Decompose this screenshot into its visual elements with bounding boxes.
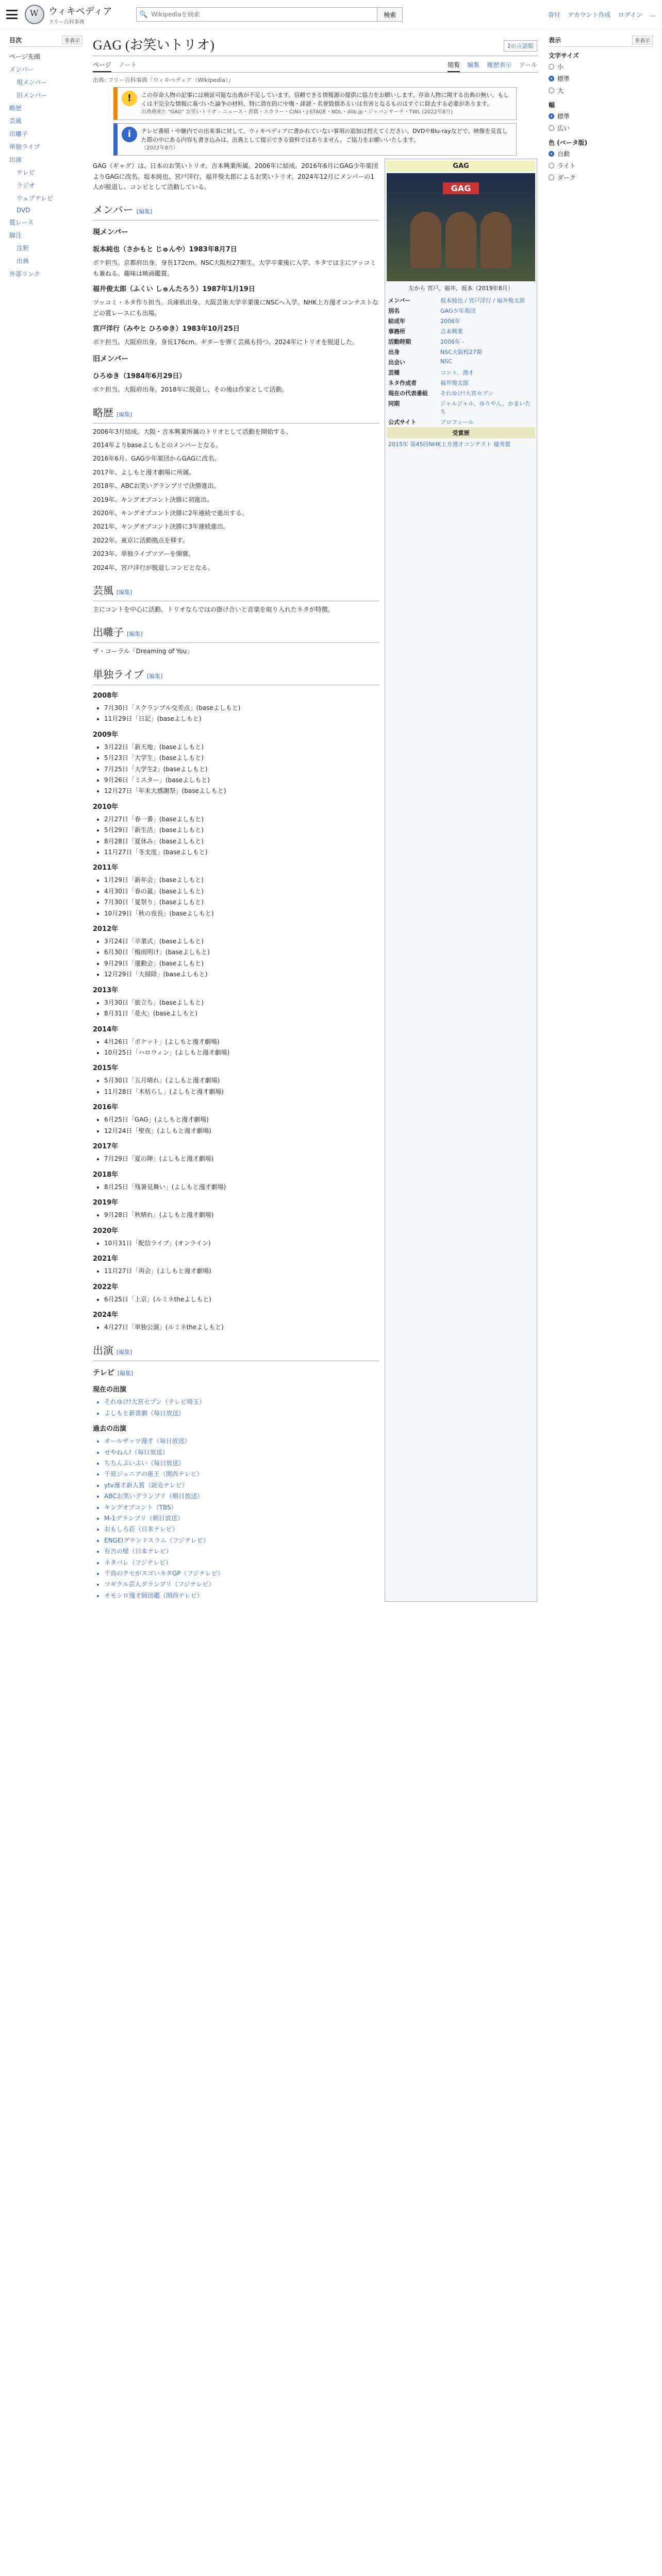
- section-tv: テレビ [編集]: [93, 1368, 134, 1377]
- tv-item[interactable]: • M-1グランプリ（朝日放送）: [104, 1513, 379, 1523]
- personal-tools: [548, 10, 656, 19]
- tab[interactable]: 履歴表示: [487, 61, 512, 69]
- live-year: 2011年: [93, 864, 119, 872]
- live-item: • 3月30日「旅立ち」(baseよしもと): [104, 997, 379, 1008]
- toc-item[interactable]: 脚注: [9, 232, 22, 239]
- live-year: 2020年: [93, 1227, 119, 1235]
- section-style: 芸風 [編集]: [93, 582, 379, 601]
- toc-item[interactable]: 出典: [16, 258, 29, 265]
- live-item: • 11月27日「冬支度」(baseよしもと): [104, 847, 379, 857]
- tv-item[interactable]: • それゆけ!大宮セブン（テレビ埼玉）: [104, 1397, 379, 1407]
- notice-text: この存命人物の記事には検証可能な出典が不足しています。信頼できる情報源の提供に協力をお願いします。存命人物に関する出典の無い、もしくは不完全な情報に基づいた論争の材料、特に潜在的に中傷・誹謗・名誉毀損あるいは有害となるものはすぐに除去する必要があります。: [141, 92, 509, 108]
- tab[interactable]: ツール: [519, 61, 537, 69]
- tv-item[interactable]: • せやねん!（毎日放送）: [104, 1447, 379, 1458]
- infobox-value[interactable]: 吉本興業: [440, 328, 463, 335]
- live-year: 2009年: [93, 731, 119, 739]
- tv-item[interactable]: • ツギクル芸人グランプリ（フジテレビ）: [104, 1579, 379, 1589]
- live-item: • 12月24日「聖夜」(よしもと漫才劇場): [104, 1126, 379, 1136]
- live-year: 2018年: [93, 1171, 119, 1179]
- language-button[interactable]: 2の言語版: [504, 40, 537, 52]
- option-label: ライト: [557, 162, 576, 170]
- radio-icon[interactable]: [549, 175, 554, 180]
- tv-past-label: 過去の出演: [93, 1425, 127, 1433]
- infobox-key: 結成年: [388, 318, 405, 325]
- search-icon: 🔍: [139, 10, 148, 19]
- infobox-value[interactable]: それゆけ!大宮セブン: [440, 390, 493, 397]
- history-paragraph: 2018年、ABCお笑いグランプリで決勝進出。: [93, 482, 220, 490]
- live-item: • 10月29日「秋の夜長」(baseよしもと): [104, 908, 379, 919]
- live-item: • 11月27日「再会」(よしもと漫才劇場): [104, 1266, 379, 1276]
- section-appearances: 出演 [編集]: [93, 1342, 379, 1361]
- member-bio: ボケ担当。京都府出身。身長172cm。NSC大阪校27期生。大学卒業後に入学。ネタでは主にツッコミも兼ねる。趣味は映画鑑賞。: [93, 259, 376, 277]
- toc-item[interactable]: 注釈: [16, 245, 29, 252]
- live-year: 2015年: [93, 1064, 119, 1073]
- live-year: 2021年: [93, 1255, 119, 1263]
- notice-small: （2022年8月）: [141, 145, 178, 151]
- live-year: 2024年: [93, 1311, 119, 1319]
- history-paragraph: 2023年、単独ライブツアーを開催。: [93, 550, 195, 558]
- infobox-value[interactable]: GAG少年楽団: [440, 308, 476, 315]
- toc-item[interactable]: メンバー: [9, 66, 34, 73]
- section-members: メンバー [編集]: [93, 201, 379, 221]
- tv-item[interactable]: • 千原ジュニアの座王（関西テレビ）: [104, 1469, 379, 1479]
- history-paragraph: 2017年、よしもと漫才劇場に所属。: [93, 468, 195, 476]
- infobox-caption: 左から 宮戸、福井、坂本（2019年8月）: [408, 285, 514, 292]
- wikipedia-globe-icon: [25, 5, 44, 24]
- option-label: ダーク: [557, 174, 576, 181]
- live-item: • 4月30日「春の嵐」(baseよしもと): [104, 886, 379, 896]
- infobox-key: 出身: [388, 349, 400, 356]
- infobox-value[interactable]: プロフィール: [440, 419, 474, 426]
- infobox-row: [387, 326, 535, 336]
- infobox-key: 公式サイト: [388, 419, 417, 426]
- live-item: • 5月30日「五月晴れ」(よしもと漫才劇場): [104, 1075, 379, 1086]
- toc-item[interactable]: 賞レース: [9, 219, 34, 226]
- live-year: 2014年: [93, 1025, 119, 1033]
- toc-item[interactable]: 外部リンク: [9, 270, 40, 278]
- live-item: • 6月25日「GAG」(よしもと漫才劇場): [104, 1114, 379, 1125]
- tv-item[interactable]: • 千鳥のクセがスゴいネタGP（フジテレビ）: [104, 1568, 379, 1579]
- live-item: • 7月30日「スクランブル交差点」(baseよしもと): [104, 703, 379, 713]
- warning-icon: !: [122, 91, 137, 106]
- notice-tv: [113, 123, 517, 156]
- infobox-value[interactable]: 福井俊太郎: [440, 380, 469, 387]
- infobox-row: [387, 367, 535, 378]
- radio-icon[interactable]: [549, 88, 554, 93]
- tab[interactable]: ページ: [93, 58, 111, 72]
- option-label: 広い: [557, 125, 570, 132]
- live-year: 2017年: [93, 1143, 119, 1151]
- section-history: 略歴 [編集]: [93, 404, 379, 423]
- live-item: • 7月29日「夏の陣」(よしもと漫才劇場): [104, 1154, 379, 1164]
- infobox-key: 芸種: [388, 369, 400, 377]
- style-text: 主にコントを中心に活動。トリオならではの掛け合いと音楽を取り入れたネタが特徴。: [93, 605, 334, 613]
- toc-title: 目次: [9, 37, 22, 44]
- article: [88, 29, 541, 1602]
- toc-item[interactable]: ラジオ: [16, 182, 36, 189]
- toc-item[interactable]: 旧メンバー: [16, 92, 47, 99]
- appearance-option[interactable]: [549, 110, 653, 122]
- live-year: 2010年: [93, 803, 119, 811]
- toc-item[interactable]: 現メンバー: [16, 79, 47, 86]
- member-name: 坂本純也（さかもと じゅんや）1983年8月7日: [93, 246, 237, 254]
- live-item: • 5月23日「大学生」(baseよしもと): [104, 753, 379, 763]
- tv-item[interactable]: • ytv漫才新人賞（読売テレビ）: [104, 1480, 379, 1490]
- tv-current-label: 現在の出演: [93, 1386, 127, 1394]
- toc-item[interactable]: 芸風: [9, 117, 22, 125]
- site-logo[interactable]: [25, 4, 123, 25]
- debayashi-text: ザ・コーラル「Dreaming of You」: [93, 648, 193, 655]
- tv-item[interactable]: • キングオブコント（TBS）: [104, 1502, 379, 1513]
- tv-item[interactable]: • オモシロ漫才師図鑑（関西テレビ）: [104, 1590, 379, 1601]
- radio-icon[interactable]: [549, 76, 554, 81]
- infobox-photo[interactable]: [387, 173, 535, 281]
- toc-item[interactable]: 略歴: [9, 105, 22, 112]
- member-bio: ボケ担当。大阪府出身。2018年に脱退し、その後は作家として活動。: [93, 386, 288, 394]
- live-item: • 10月31日「配信ライブ」(オンライン): [104, 1238, 379, 1248]
- infobox-row: [387, 357, 535, 367]
- history-paragraph: 2022年、東京に活動拠点を移す。: [93, 536, 189, 544]
- appearance-option[interactable]: [549, 84, 653, 96]
- section-live: 単独ライブ [編集]: [93, 666, 379, 685]
- appearance-option[interactable]: [549, 148, 653, 160]
- toc-sidebar: [0, 29, 88, 1602]
- infobox-key: 活動時期: [388, 338, 411, 346]
- infobox-table: [387, 295, 535, 427]
- infobox-value[interactable]: ジャルジャル、ゆりやん、かまいたち: [440, 400, 531, 416]
- live-item: • 8月25日「残暑見舞い」(よしもと漫才劇場): [104, 1182, 379, 1192]
- tv-item[interactable]: • ENGEIグランドスラム（フジテレビ）: [104, 1535, 379, 1546]
- infobox-value[interactable]: NSC大阪校27期: [440, 349, 482, 356]
- live-item: • 5月29日「新生活」(baseよしもと): [104, 825, 379, 835]
- toc-item[interactable]: テレビ: [16, 169, 35, 176]
- tv-item[interactable]: • ちちんぷいぷい（毎日放送）: [104, 1458, 379, 1468]
- infobox-value[interactable]: 2006年 -: [440, 338, 465, 346]
- info-icon: i: [122, 127, 137, 142]
- member-bio: ツッコミ・ネタ作り担当。兵庫県出身。大阪芸術大学卒業後にNSCへ入学。NHK上方漫才コンテストなどの賞レースにも出場。: [93, 299, 379, 317]
- option-label: 標準: [557, 113, 570, 120]
- photo-sign: GAG: [443, 182, 479, 194]
- search-input[interactable]: [136, 7, 377, 22]
- infobox-row: [387, 295, 535, 306]
- live-item: • 8月31日「花火」(baseよしもと): [104, 1008, 379, 1019]
- infobox-row: [387, 388, 535, 398]
- history-paragraph: 2014年よりbaseよしもとのメンバーとなる。: [93, 442, 222, 449]
- infobox-key: 事務所: [388, 328, 405, 335]
- top-link[interactable]: 寄付: [548, 11, 560, 19]
- infobox-row: [387, 316, 535, 326]
- infobox-award[interactable]: 2015年 第45回NHK上方漫才コンテスト 優秀賞: [388, 441, 511, 448]
- text-size-label: 文字サイズ: [549, 52, 580, 59]
- infobox-key: 同期: [388, 400, 400, 408]
- infobox-key: 出会い: [388, 359, 405, 366]
- live-item: • 8月28日「夏休み」(baseよしもと): [104, 836, 379, 846]
- live-item: • 4月26日「ポケット」(よしもと漫才劇場): [104, 1037, 379, 1047]
- live-item: • 3月24日「卒業式」(baseよしもと): [104, 936, 379, 946]
- radio-icon[interactable]: [549, 113, 554, 119]
- infobox-value[interactable]: NSC: [440, 358, 452, 365]
- live-item: • 9月26日「ミスター」(baseよしもと): [104, 775, 379, 785]
- appearance-hide-button[interactable]: 非表示: [632, 36, 653, 44]
- toc-item[interactable]: ウェブテレビ: [16, 195, 54, 202]
- notice-text: テレビ番組・中継内での出来事に対して、ウィキペディアに書かれていない事項の追加は控えてください。DVDやBlu-rayなどで、映像を見直した際の中にある内容も書き込みは、出典として提示できる資料ではありません。ご協力をお願いいたします。: [141, 127, 508, 143]
- article-body: [93, 159, 379, 1602]
- toc-item[interactable]: 単独ライブ: [9, 143, 40, 150]
- infobox-award-header: 受賞歴: [387, 427, 535, 438]
- live-item: • 10月25日「ハロウィン」(よしもと漫才劇場): [104, 1047, 379, 1058]
- top-link[interactable]: アカウント作成: [567, 11, 611, 19]
- appearance-panel: [541, 29, 657, 1602]
- site-sub: 出典: フリー百科事典『ウィキペディア（Wikipedia）』: [93, 77, 234, 83]
- toc-item[interactable]: ページ先頭: [9, 53, 40, 60]
- toc-item[interactable]: 出囃子: [9, 130, 28, 138]
- page-title: GAG (お笑いトリオ): [93, 38, 214, 53]
- tv-item[interactable]: • ABCお笑いグランプリ（朝日放送）: [104, 1491, 379, 1501]
- appearance-option[interactable]: [549, 172, 653, 183]
- live-item: • 2月27日「春一番」(baseよしもと): [104, 814, 379, 824]
- history-paragraph: 2021年、キングオブコント決勝に3年連続進出。: [93, 523, 229, 531]
- top-link[interactable]: …: [650, 11, 656, 18]
- infobox-row: [387, 306, 535, 316]
- header: [0, 0, 662, 29]
- live-year: 2016年: [93, 1104, 119, 1112]
- tv-item[interactable]: • よしもと新喜劇（毎日放送）: [104, 1408, 379, 1418]
- member-name: ひろゆき（1984年6月29日）: [93, 372, 186, 381]
- toc-item[interactable]: DVD: [16, 207, 30, 214]
- radio-icon[interactable]: [549, 151, 554, 157]
- top-link[interactable]: ログイン: [618, 11, 642, 19]
- infobox-row: [387, 347, 535, 357]
- radio-icon[interactable]: [549, 64, 554, 70]
- live-item: • 11月28日「木枯らし」(よしもと漫才劇場): [104, 1087, 379, 1097]
- live-item: • 6月25日「上京」(ルミネtheよしもと): [104, 1294, 379, 1304]
- infobox-value[interactable]: 坂本純也 / 宮戸洋行 / 福井俊太郎: [440, 297, 525, 304]
- history-paragraph: 2020年、キングオブコント決勝に2年連続で進出する。: [93, 510, 248, 517]
- width-label: 幅: [549, 101, 555, 109]
- history-paragraph: 2006年3月結成。大阪・吉本興業所属のトリオとして活動を開始する。: [93, 428, 292, 435]
- appearance-option[interactable]: [549, 160, 653, 172]
- live-item: • 12月27日「年末大感謝祭」(baseよしもと): [104, 786, 379, 796]
- live-item: • 3月22日「新天地」(baseよしもと): [104, 742, 379, 752]
- live-item: • 11月29日「日記」(baseよしもと): [104, 714, 379, 724]
- member-bio: ボケ担当。大阪府出身。身長176cm。ギターを弾く芸風も持つ。2024年にトリオを脱退した。: [93, 338, 359, 346]
- live-year: 2022年: [93, 1283, 119, 1291]
- infobox-key: メンバー: [388, 297, 411, 304]
- color-label: 色 (ベータ版): [549, 139, 588, 146]
- option-label: 標準: [557, 75, 570, 82]
- tab[interactable]: 編集: [467, 61, 480, 69]
- infobox-row: [387, 336, 535, 347]
- radio-icon[interactable]: [549, 125, 554, 131]
- live-year: 2019年: [93, 1199, 119, 1207]
- tv-item[interactable]: • ネタパレ（フジテレビ）: [104, 1557, 379, 1568]
- tv-item[interactable]: • おもしろ荘（日本テレビ）: [104, 1524, 379, 1534]
- toc-item[interactable]: 出演: [9, 156, 22, 163]
- tagline: フリー百科事典: [48, 19, 85, 25]
- tv-item[interactable]: • 有吉の壁（日本テレビ）: [104, 1546, 379, 1556]
- infobox-key: 別名: [388, 308, 400, 315]
- live-item: • 12月29日「大掃除」(baseよしもと): [104, 969, 379, 979]
- wordmark: ウィキペディア: [48, 6, 112, 17]
- option-label: 小: [557, 63, 564, 71]
- main-menu-icon[interactable]: [6, 10, 18, 19]
- appearance-option[interactable]: [549, 61, 653, 73]
- infobox-value[interactable]: コント、漫才: [440, 369, 474, 377]
- notice-sources: [113, 87, 517, 120]
- appearance-option[interactable]: [549, 122, 653, 134]
- member-name: 福井俊太郎（ふくい しゅんたろう）1987年1月19日: [93, 285, 255, 294]
- infobox-key: ネタ作成者: [388, 380, 417, 387]
- toc-list: [9, 50, 82, 280]
- history-paragraph: 2019年、キングオブコント決勝に初進出。: [93, 496, 213, 503]
- section-former-members: 旧メンバー: [93, 355, 129, 364]
- infobox: [385, 159, 537, 1602]
- history-paragraph: 2024年、宮戸洋行が脱退しコンビとなる。: [93, 564, 214, 571]
- infobox-value[interactable]: 2006年: [440, 318, 460, 325]
- lead-paragraph: GAG（ギャグ）は、日本のお笑いトリオ。吉本興業所属。2006年に結成。2016年6月にGAG少年楽団よりGAGに改名。坂本純也、宮戸洋行、福井俊太郎によるお笑いトリオ。2024年12月にメンバーの1人が脱退し、コンビとして活動している。: [93, 162, 378, 191]
- appearance-option[interactable]: [549, 73, 653, 84]
- tab[interactable]: 閲覧: [448, 58, 460, 72]
- live-item: • 9月28日「秋晴れ」(よしもと漫才劇場): [104, 1210, 379, 1220]
- radio-icon[interactable]: [549, 163, 554, 168]
- infobox-row: [387, 417, 535, 427]
- live-item: • 4月27日「単独公演」(ルミネtheよしもと): [104, 1322, 379, 1332]
- member-name: 宮戸洋行（みやと ひろゆき）1983年10月25日: [93, 325, 240, 333]
- infobox-row: [387, 398, 535, 417]
- section-debayashi: 出囃子 [編集]: [93, 624, 379, 643]
- appearance-title: 表示: [549, 37, 561, 44]
- history-paragraph: 2016年6月、GAG少年楽団からGAGに改名。: [93, 455, 221, 463]
- live-item: • 7月30日「夏祭り」(baseよしもと): [104, 897, 379, 907]
- page-tabs: [93, 58, 537, 73]
- infobox-row: [387, 378, 535, 388]
- toc-hide-button[interactable]: 非表示: [62, 36, 82, 44]
- live-year: 2013年: [93, 986, 119, 994]
- live-year: 2012年: [93, 925, 119, 933]
- infobox-key: 現在の代表番組: [388, 390, 428, 397]
- search-bar: [128, 7, 403, 22]
- live-item: • 1月29日「新年会」(baseよしもと): [104, 875, 379, 885]
- live-item: • 6月30日「梅雨明け」(baseよしもと): [104, 947, 379, 957]
- live-item: • 7月25日「大学生2」(baseよしもと): [104, 764, 379, 774]
- option-label: 大: [557, 87, 564, 94]
- search-button[interactable]: 検索: [377, 7, 403, 22]
- live-item: • 9月29日「運動会」(baseよしもと): [104, 958, 379, 969]
- option-label: 自動: [557, 150, 570, 158]
- tv-item[interactable]: • オールザッツ漫才（毎日放送）: [104, 1436, 379, 1446]
- notice-small: 出典検索?: "GAG" お笑いトリオ – ニュース・書籍・スカラー・CiNii・J-STAGE・NDL・dlib.jp・ジャパンサーチ・TWL (2022年8月): [141, 109, 453, 115]
- section-current-members: 現メンバー: [93, 228, 129, 237]
- infobox-title: GAG: [387, 161, 535, 172]
- tab[interactable]: ノート: [118, 61, 137, 69]
- live-year: 2008年: [93, 691, 119, 700]
